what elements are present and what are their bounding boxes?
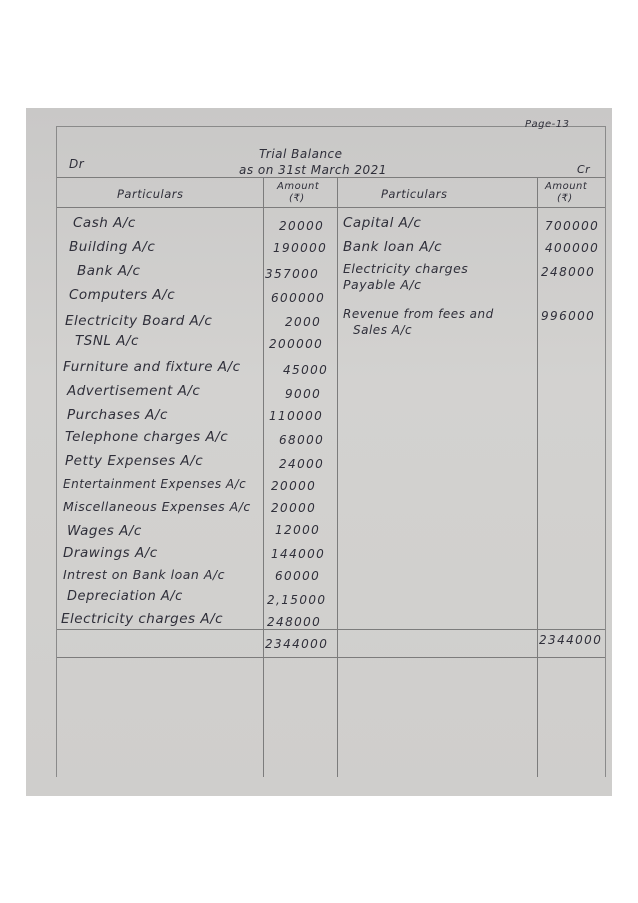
header-bottom-rule <box>57 207 605 208</box>
document-subtitle: as on 31st March 2021 <box>239 163 387 177</box>
debit-row-label: Depreciation A/c <box>67 589 183 604</box>
debit-row-amount: 60000 <box>275 569 321 583</box>
debit-row-label: Electricity Board A/c <box>65 313 213 329</box>
debit-row-amount: 357000 <box>265 267 320 281</box>
credit-row-label: Revenue from fees and <box>343 307 494 321</box>
header-particulars-cr: Particulars <box>381 187 448 201</box>
debit-row-amount: 248000 <box>267 615 322 629</box>
debit-row-amount: 20000 <box>271 479 317 493</box>
debit-row-label: TSNL A/c <box>75 333 139 349</box>
debit-label: Dr <box>69 157 85 171</box>
credit-row-label: Capital A/c <box>343 215 422 231</box>
credit-row-label: Electricity charges <box>343 261 469 276</box>
debit-row-amount: 12000 <box>275 523 321 537</box>
header-amount-cr: Amount <box>545 181 588 192</box>
debit-row-amount: 45000 <box>283 363 329 377</box>
debit-row-amount: 20000 <box>271 501 317 515</box>
debit-row-label: Furniture and fixture A/c <box>63 359 241 375</box>
debit-row-label: Bank A/c <box>77 263 141 279</box>
debit-row-label: Intrest on Bank loan A/c <box>63 567 225 582</box>
col-divider-3 <box>537 177 538 777</box>
credit-row-label-line2: Sales A/c <box>353 323 413 337</box>
debit-row-amount: 190000 <box>273 241 328 255</box>
debit-row-label: Cash A/c <box>73 215 136 231</box>
debit-row-label: Telephone charges A/c <box>65 429 229 445</box>
header-particulars-dr: Particulars <box>117 187 184 201</box>
total-bottom-rule <box>57 657 605 658</box>
credit-row-amount: 996000 <box>541 309 596 323</box>
col-divider-1 <box>263 177 264 777</box>
debit-row-amount: 110000 <box>269 409 324 423</box>
header-amount-dr-unit: (₹) <box>289 193 305 204</box>
credit-row-label-line2: Payable A/c <box>343 277 422 292</box>
header-top-rule <box>57 177 605 178</box>
credit-total: 2344000 <box>539 633 603 647</box>
credit-row-label: Bank loan A/c <box>343 239 443 255</box>
credit-row-amount: 248000 <box>541 265 596 279</box>
debit-row-amount: 200000 <box>269 337 324 351</box>
debit-row-label: Petty Expenses A/c <box>65 453 204 469</box>
total-top-rule <box>57 629 605 630</box>
debit-row-amount: 9000 <box>285 387 322 401</box>
debit-row-label: Purchases A/c <box>67 407 168 423</box>
debit-row-label: Miscellaneous Expenses A/c <box>63 499 251 514</box>
debit-row-amount: 20000 <box>279 219 325 233</box>
debit-row-amount: 2,15000 <box>267 593 327 607</box>
notebook-page <box>56 119 606 777</box>
photo-background <box>26 108 612 796</box>
header-amount-cr-unit: (₹) <box>557 193 573 204</box>
col-divider-2 <box>337 177 338 777</box>
debit-row-label: Building A/c <box>69 239 156 255</box>
debit-total: 2344000 <box>265 637 329 651</box>
debit-row-label: Wages A/c <box>67 523 142 539</box>
debit-row-amount: 24000 <box>279 457 325 471</box>
page-number: Page-13 <box>525 119 570 130</box>
credit-row-amount: 400000 <box>545 241 600 255</box>
header-amount-dr: Amount <box>277 181 320 192</box>
debit-row-amount: 600000 <box>271 291 326 305</box>
credit-row-amount: 700000 <box>545 219 600 233</box>
credit-label: Cr <box>577 163 591 176</box>
debit-row-amount: 2000 <box>285 315 322 329</box>
debit-row-label: Advertisement A/c <box>67 383 201 399</box>
debit-row-label: Electricity charges A/c <box>61 611 224 627</box>
document-title: Trial Balance <box>259 147 343 161</box>
debit-row-label: Computers A/c <box>69 287 176 303</box>
debit-row-amount: 144000 <box>271 547 326 561</box>
debit-row-label: Drawings A/c <box>63 545 158 561</box>
debit-row-label: Entertainment Expenses A/c <box>63 477 247 491</box>
debit-row-amount: 68000 <box>279 433 325 447</box>
